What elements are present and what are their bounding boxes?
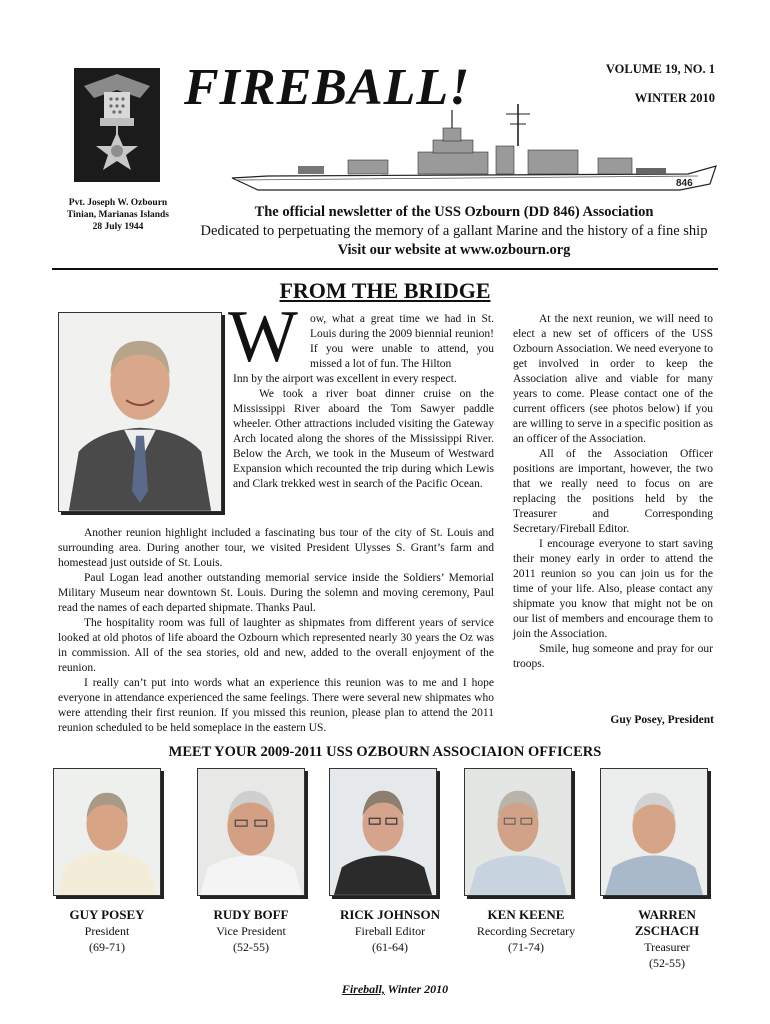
bridge-paragraph-1-lead [310,312,494,372]
paragraph-text: Inn by the airport was excellent in every respect. [233,373,457,385]
hull-number: 846 [676,178,693,189]
paragraph-text: Paul Logan lead another outstanding memorial service inside the Soldiers’ Memorial Military Museum near downtown St. Louis. During the solemn and moving ceremony, Paul read the names of each departed shipmate. Thanks Paul. [58,572,494,614]
person-photo-icon [59,313,221,511]
paragraph-text: Another reunion highlight included a fascinating bus tour of the city of St. Louis and surrounding area. During another tour, we visited President Ulysses S. Grant’s farm and homestead just outside of St. Louis. [58,527,494,569]
officer-photo-johnson [329,768,437,896]
officer-years: (69-71) [89,940,125,954]
section-heading-bridge: FROM THE BRIDGE [279,278,491,303]
officer-photo-posey [53,768,161,896]
issue-season: WINTER 2010 [634,91,715,105]
officer-role: Treasurer [644,940,690,954]
drop-cap: W [228,296,298,378]
section-heading-officers: MEET YOUR 2009-2011 USS OZBOURN ASSOCIAION OFFICERS [168,744,602,760]
destroyer-ship-illustration [228,100,718,195]
paragraph-text: The hospitality room was full of laughter as shipmates from different years of service looked at old photos of life aboard the Ozbourn which represented nearly 30 years the Oz was in commission. All of the sea stories, old and new, added to the overall enjoyment of the reunion. [58,617,494,674]
person-photo-icon [54,769,160,895]
officer-card [615,907,719,971]
subtitle-website: Visit our website at www.ozbourn.org [337,242,571,258]
paragraph-text: Smile, hug someone and pray for our troops. [513,643,713,670]
officer-card [186,907,316,955]
subtitle-official: The official newsletter of the USS Ozbourn (DD 846) Association [254,204,654,220]
officer-years: (61-64) [372,940,408,954]
newsletter-title: FIREBALL! [184,59,471,116]
officer-card [461,907,591,955]
bridge-paragraphs-lower [58,526,494,736]
president-signature: Guy Posey, President [610,714,714,726]
officer-name: KEN KEENE [487,907,565,922]
officer-name: RICK JOHNSON [339,907,441,922]
medal-icon [74,68,160,182]
volume-number: VOLUME 19, NO. 1 [605,62,715,76]
person-photo-icon [465,769,571,895]
officer-photo-zschach [600,768,708,896]
officer-role: Fireball Editor [354,924,426,938]
bridge-paragraph-cont [233,372,494,492]
medal-caption-place: Tinian, Marianas Islands [67,210,169,220]
officer-photo-boff [197,768,305,896]
person-photo-icon [330,769,436,895]
medal-caption-name: Pvt. Joseph W. Ozbourn [68,198,168,208]
footer-issue: Winter 2010 [384,982,449,996]
officer-years: (71-74) [508,940,544,954]
officer-years: (52-55) [233,940,269,954]
officer-name: WARREN ZSCHACH [634,907,700,938]
paragraph-text: ow, what a great time we had in St. Louis during the 2009 biennial reunion! If you were unable to attend, you missed a lot of fun. The Hilton [310,313,494,370]
subtitle-dedication: Dedicated to perpetuating the memory of a gallant Marine and the history of a fine ship [200,223,708,239]
paragraph-text: I really can’t put into words what an experience this reunion was to me and I hope everyone in attendance experienced the same feelings. There were several new shipmates who were attending their first reunion. If you missed this reunion, please plan to attend the 2011 reunion scheduled to be held someplace in the eastern US. [58,677,494,734]
masthead-subtitle [150,203,758,260]
president-photo [58,312,222,512]
officer-years: (52-55) [649,956,685,970]
officer-card [42,907,172,955]
paragraph-text: All of the Association Officer positions are important, however, the two that we really need to focus on are replacing the positions held by the Treasurer and Corresponding Secretary/Fireball Editor. [513,448,713,535]
footer-publication: Fireball, [341,982,385,996]
officer-name: RUDY BOFF [213,907,289,922]
officer-role: Recording Secretary [476,924,576,938]
person-photo-icon [601,769,707,895]
officer-role: President [84,924,130,938]
masthead-divider [52,268,718,270]
paragraph-text: I encourage everyone to start saving their money early in order to attend the 2011 reunion so you can join us for the time of your life. Also, please contact any shipmate you know that might not be on our list of members and encourage them to join the Association. [513,538,713,640]
officer-role: Vice President [216,924,286,938]
bridge-right-column [513,312,713,672]
page-footer [250,982,540,997]
person-photo-icon [198,769,304,895]
officer-card [325,907,455,955]
paragraph-text: We took a river boat dinner cruise on the Mississippi River aboard the Tom Sawyer paddle wheeler. Other attractions included visiting the Gateway Arch located along the shores of the Mississippi River. Below the Arch, we took in the Museum of Westward Expansion which recounted the trip during which Lewis and Clark trekked west in search of the Pacific Ocean. [233,388,494,490]
officer-name: GUY POSEY [69,907,145,922]
officer-photo-keene [464,768,572,896]
medal-of-honor-image [74,68,160,182]
paragraph-text: At the next reunion, we will need to elect a new set of officers of the USS Ozbourn Association. We need everyone to get involved in order to keep the Association alive and viable for many years to come. Please contact one of the current officers (see photos below) if you are willing to serve in a specific position as an officer of the Association. [513,313,713,445]
medal-caption-date: 28 July 1944 [92,222,144,232]
